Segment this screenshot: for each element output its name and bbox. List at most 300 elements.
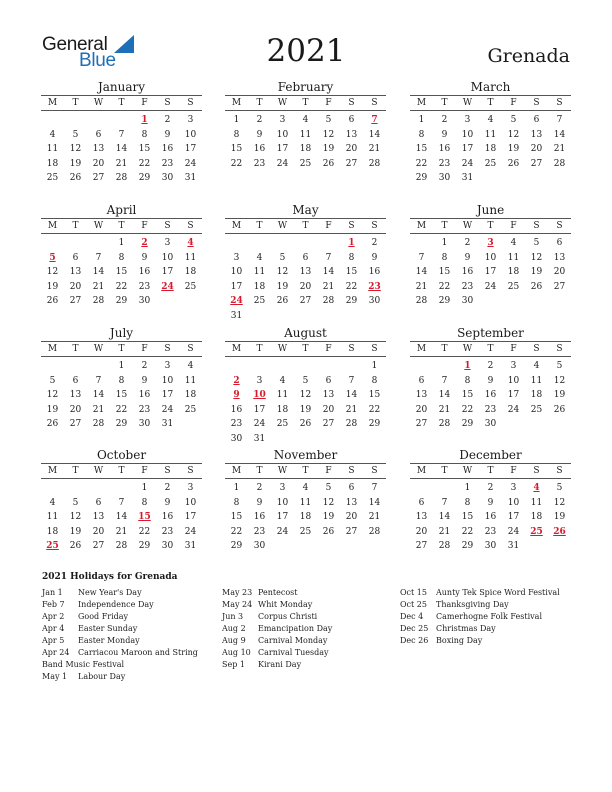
weekday-header: F (325, 98, 332, 108)
holiday-item-date: Dec 26 (400, 636, 429, 645)
holiday-item-name: Corpus Christi (258, 612, 318, 621)
holiday-date: 24 (230, 296, 243, 306)
calendar-day: 4 (302, 483, 309, 493)
calendar-day: 29 (345, 296, 358, 306)
weekday-header: F (510, 98, 517, 108)
calendar-day: 23 (484, 404, 497, 415)
calendar-day: 13 (92, 512, 105, 522)
calendar-day: 25 (299, 526, 312, 537)
holiday-date: 23 (368, 281, 381, 292)
weekday-header: T (118, 466, 125, 476)
calendar-day: 6 (556, 238, 563, 248)
calendar-day: 4 (510, 238, 517, 248)
calendar-day: 26 (507, 158, 520, 169)
weekday-header: T (256, 221, 263, 231)
calendar-day: 13 (69, 267, 82, 277)
calendar-day: 26 (322, 526, 335, 537)
calendar-day: 22 (415, 158, 428, 169)
holiday-item (400, 587, 560, 599)
calendar-day: 16 (484, 512, 497, 522)
holiday-item-name: Whit Monday (258, 600, 313, 609)
weekday-header: M (416, 221, 427, 231)
calendar-day: 11 (253, 267, 266, 277)
calendar-day: 27 (69, 419, 82, 429)
calendar-day: 7 (325, 252, 332, 263)
weekday-header: W (462, 344, 473, 354)
calendar-day: 29 (115, 296, 128, 306)
holiday-item-name: Aunty Tek Spice Word Festival (436, 588, 560, 597)
month-may (225, 202, 386, 321)
weekday-header-row (225, 95, 386, 111)
calendar-day: 20 (530, 144, 543, 154)
weekday-header-row (41, 341, 202, 357)
calendar-day: 3 (187, 115, 194, 125)
calendar-day: 18 (184, 390, 197, 400)
calendar-day: 3 (464, 115, 471, 125)
calendar-day: 1 (464, 483, 471, 493)
calendar-day: 28 (92, 296, 105, 306)
calendar-day: 5 (556, 483, 563, 493)
calendar-day: 25 (184, 404, 197, 415)
calendar-day: 18 (507, 267, 520, 277)
weekday-header: W (462, 98, 473, 108)
calendar-day: 2 (487, 361, 494, 371)
calendar-day: 26 (530, 281, 543, 292)
calendar-day: 15 (461, 512, 474, 522)
weekday-header: M (416, 344, 427, 354)
holiday-item-name: Kirani Day (258, 660, 302, 669)
holiday-item (42, 635, 198, 647)
calendar-day: 24 (461, 158, 474, 169)
calendar-day: 22 (138, 526, 151, 537)
calendar-day: 31 (507, 541, 520, 551)
calendar-day: 17 (507, 512, 520, 522)
weekday-header: T (256, 344, 263, 354)
calendar-day: 11 (507, 252, 520, 263)
weekday-header: S (556, 344, 563, 354)
calendar-day: 5 (49, 375, 56, 386)
holiday-item (222, 611, 332, 623)
holiday-item-date: Aug 2 (222, 624, 246, 633)
weekday-header: F (141, 466, 148, 476)
weekday-header: F (510, 344, 517, 354)
holiday-item (222, 623, 332, 635)
weekday-header: S (556, 98, 563, 108)
calendar-day: 2 (164, 483, 171, 493)
calendar-day: 12 (322, 497, 335, 508)
holiday-date: 3 (487, 238, 494, 248)
calendar-day: 5 (325, 115, 332, 125)
calendar-day: 18 (530, 512, 543, 522)
calendar-day: 28 (115, 541, 128, 551)
calendar-day: 10 (161, 375, 174, 386)
calendar-day: 7 (95, 375, 102, 386)
calendar-day: 12 (46, 267, 59, 277)
holiday-date: 7 (371, 115, 378, 125)
weekday-header: S (371, 98, 378, 108)
calendar-day: 21 (322, 281, 335, 292)
holiday-date: 9 (233, 390, 240, 400)
calendar-day: 27 (345, 158, 358, 169)
calendar-day: 8 (141, 129, 148, 140)
calendar-day: 17 (484, 267, 497, 277)
holiday-item (400, 623, 560, 635)
calendar-day: 22 (368, 404, 381, 415)
calendar-day: 22 (230, 526, 243, 537)
calendar-day: 21 (438, 404, 451, 415)
weekday-header: T (118, 344, 125, 354)
calendar-day: 23 (138, 404, 151, 415)
weekday-header: M (47, 98, 58, 108)
holiday-item-name: Carnival Monday (258, 636, 328, 645)
calendar-day: 19 (553, 512, 566, 522)
calendar-day: 30 (438, 173, 451, 183)
calendar-day: 24 (184, 526, 197, 537)
holiday-item-name: Easter Monday (78, 636, 140, 645)
holiday-item-date: Sep 1 (222, 660, 245, 669)
calendar-day: 18 (276, 404, 289, 415)
calendar-day: 8 (348, 252, 355, 263)
calendar-day: 19 (322, 512, 335, 522)
holiday-item-date: Apr 5 (42, 636, 65, 645)
calendar-day: 7 (441, 497, 448, 508)
weekday-header: M (231, 98, 242, 108)
calendar-day: 17 (276, 512, 289, 522)
calendar-day: 14 (322, 267, 335, 277)
weekday-header-row (41, 463, 202, 479)
calendar-day: 13 (69, 390, 82, 400)
calendar-day: 6 (95, 497, 102, 508)
calendar-day: 12 (69, 512, 82, 522)
calendar-day: 20 (322, 404, 335, 415)
holiday-item-name: Good Friday (78, 612, 129, 621)
calendar-day: 21 (368, 512, 381, 522)
weekday-header: S (371, 344, 378, 354)
holiday-date: 25 (46, 541, 59, 551)
calendar-day: 21 (115, 158, 128, 169)
calendar-day: 12 (276, 267, 289, 277)
weekday-header: F (325, 221, 332, 231)
calendar-day: 14 (345, 390, 358, 400)
calendar-day: 8 (118, 375, 125, 386)
calendar-day: 10 (484, 252, 497, 263)
calendar-day: 7 (118, 497, 125, 508)
calendar-day: 18 (46, 158, 59, 169)
calendar-day: 23 (161, 526, 174, 537)
calendar-day: 11 (46, 144, 59, 154)
holiday-item-name: Camerhogne Folk Festival (436, 612, 543, 621)
holiday-list-title: 2021 Holidays for Grenada (42, 572, 178, 582)
weekday-header: M (47, 221, 58, 231)
month-title: September (457, 326, 524, 340)
calendar-day: 21 (92, 404, 105, 415)
calendar-day: 26 (299, 419, 312, 429)
holiday-item-date: Feb 7 (42, 600, 65, 609)
holiday-item-date: May 1 (42, 672, 68, 681)
calendar-day: 20 (415, 404, 428, 415)
calendar-day: 17 (507, 390, 520, 400)
calendar-day: 19 (553, 390, 566, 400)
calendar-day: 1 (141, 483, 148, 493)
weekday-header: W (93, 466, 104, 476)
calendar-day: 10 (161, 252, 174, 263)
calendar-day: 3 (510, 361, 517, 371)
calendar-day: 16 (161, 144, 174, 154)
calendar-day: 29 (461, 419, 474, 429)
weekday-header: S (164, 344, 171, 354)
calendar-day: 30 (484, 419, 497, 429)
calendar-day: 15 (230, 144, 243, 154)
calendar-day: 9 (164, 497, 171, 508)
calendar-day: 18 (299, 144, 312, 154)
calendar-day: 10 (184, 129, 197, 140)
calendar-day: 27 (345, 526, 358, 537)
calendar-day: 17 (230, 281, 243, 292)
calendar-day: 10 (507, 497, 520, 508)
calendar-day: 24 (253, 419, 266, 429)
calendar-day: 7 (348, 375, 355, 386)
calendar-day: 3 (510, 483, 517, 493)
weekday-header: W (277, 98, 288, 108)
calendar-day: 16 (253, 144, 266, 154)
weekday-header: T (256, 98, 263, 108)
calendar-day: 15 (345, 267, 358, 277)
weekday-header: S (348, 466, 355, 476)
holiday-item-name: Band Music Festival (42, 660, 125, 669)
calendar-day: 20 (345, 512, 358, 522)
holiday-item-date: May 23 (222, 588, 253, 597)
calendar-day: 7 (371, 483, 378, 493)
calendar-day: 11 (299, 497, 312, 508)
calendar-day: 7 (441, 375, 448, 386)
calendar-day: 8 (464, 497, 471, 508)
calendar-day: 7 (118, 129, 125, 140)
calendar-day: 5 (279, 252, 286, 263)
calendar-day: 1 (233, 483, 240, 493)
holiday-item-name: Thanksgiving Day (436, 600, 509, 609)
calendar-day: 31 (461, 173, 474, 183)
calendar-day: 16 (253, 512, 266, 522)
weekday-header: M (231, 221, 242, 231)
month-february (225, 79, 386, 169)
calendar-day: 27 (92, 173, 105, 183)
calendar-day: 16 (230, 404, 243, 415)
holiday-item-date: May 24 (222, 600, 253, 609)
calendar-day: 8 (233, 497, 240, 508)
calendar-day: 6 (72, 375, 79, 386)
weekday-header: S (164, 221, 171, 231)
weekday-header: M (231, 466, 242, 476)
calendar-day: 13 (530, 129, 543, 140)
holiday-column (400, 587, 560, 647)
calendar-day: 21 (345, 404, 358, 415)
holiday-date: 4 (533, 483, 540, 493)
holiday-item (42, 671, 198, 683)
calendar-day: 9 (487, 375, 494, 386)
logo-word-general: General (42, 34, 108, 55)
weekday-header: W (462, 221, 473, 231)
holiday-item (222, 599, 332, 611)
calendar-day: 20 (553, 267, 566, 277)
calendar-day: 27 (299, 296, 312, 306)
calendar-day: 11 (46, 512, 59, 522)
calendar-day: 17 (253, 404, 266, 415)
holiday-item (400, 611, 560, 623)
month-title: January (97, 80, 146, 94)
weekday-header: T (302, 221, 309, 231)
calendar-day: 17 (161, 390, 174, 400)
calendar-day: 24 (507, 526, 520, 537)
calendar-day: 17 (461, 144, 474, 154)
weekday-header-row (225, 218, 386, 234)
calendar-day: 30 (230, 433, 243, 444)
calendar-day: 3 (164, 361, 171, 371)
holiday-item-date: Oct 25 (400, 600, 427, 609)
holiday-item-name: Independence Day (78, 600, 154, 609)
calendar-day: 2 (487, 483, 494, 493)
calendar-day: 4 (49, 129, 56, 140)
calendar-day: 8 (141, 497, 148, 508)
calendar-day: 31 (230, 310, 243, 321)
holiday-item-name: Carnival Tuesday (258, 648, 329, 657)
weekday-header: T (441, 466, 448, 476)
calendar-day: 25 (507, 281, 520, 292)
calendar-day: 14 (438, 512, 451, 522)
month-july (41, 325, 202, 429)
holiday-item (42, 611, 198, 623)
holiday-date: 4 (187, 238, 194, 248)
weekday-header-row (41, 95, 202, 111)
calendar-day: 10 (461, 129, 474, 140)
calendar-day: 21 (368, 144, 381, 154)
calendar-day: 15 (368, 390, 381, 400)
calendar-day: 11 (530, 497, 543, 508)
calendar-day: 2 (441, 115, 448, 125)
month-march (410, 79, 571, 183)
calendar-day: 13 (92, 144, 105, 154)
weekday-header: S (556, 221, 563, 231)
weekday-header: T (256, 466, 263, 476)
weekday-header: T (302, 466, 309, 476)
calendar-day: 5 (556, 361, 563, 371)
calendar-day: 16 (138, 390, 151, 400)
calendar-day: 5 (533, 238, 540, 248)
calendar-day: 29 (368, 419, 381, 429)
holiday-item (42, 659, 198, 671)
weekday-header: W (462, 466, 473, 476)
calendar-day: 16 (484, 390, 497, 400)
calendar-day: 21 (553, 144, 566, 154)
weekday-header: S (556, 466, 563, 476)
calendar-day: 10 (276, 497, 289, 508)
calendar-day: 2 (256, 115, 263, 125)
calendar-day: 29 (230, 541, 243, 551)
calendar-day: 15 (138, 144, 151, 154)
calendar-day: 24 (484, 281, 497, 292)
calendar-day: 17 (276, 144, 289, 154)
weekday-header: T (72, 98, 79, 108)
holiday-item (42, 587, 198, 599)
weekday-header: M (47, 344, 58, 354)
holiday-date: 1 (464, 361, 471, 371)
calendar-day: 3 (164, 238, 171, 248)
calendar-day: 8 (441, 252, 448, 263)
weekday-header-row (225, 341, 386, 357)
weekday-header: M (47, 466, 58, 476)
holiday-item (222, 587, 332, 599)
calendar-day: 6 (95, 129, 102, 140)
calendar-day: 1 (233, 115, 240, 125)
weekday-header: W (93, 344, 104, 354)
calendar-day: 24 (507, 404, 520, 415)
month-title: July (109, 326, 134, 340)
calendar-day: 31 (253, 433, 266, 444)
holiday-item-date: Apr 4 (42, 624, 65, 633)
calendar-day: 12 (507, 129, 520, 140)
weekday-header: S (187, 466, 194, 476)
calendar-day: 17 (184, 512, 197, 522)
holiday-column (222, 587, 332, 671)
calendar-day: 12 (322, 129, 335, 140)
holiday-item-name: Pentecost (258, 588, 298, 597)
weekday-header-row (41, 218, 202, 234)
calendar-day: 28 (438, 541, 451, 551)
calendar-day: 27 (415, 541, 428, 551)
calendar-day: 13 (299, 267, 312, 277)
weekday-header: S (164, 466, 171, 476)
calendar-day: 14 (115, 512, 128, 522)
calendar-day: 15 (438, 267, 451, 277)
calendar-day: 9 (141, 252, 148, 263)
calendar-day: 21 (415, 281, 428, 292)
calendar-day: 20 (415, 526, 428, 537)
month-title: February (277, 80, 334, 94)
calendar-day: 30 (138, 419, 151, 429)
calendar-day: 28 (115, 173, 128, 183)
weekday-header: S (533, 466, 540, 476)
calendar-day: 24 (276, 526, 289, 537)
calendar-day: 6 (418, 497, 425, 508)
holiday-item (222, 647, 332, 659)
holiday-date: 26 (553, 526, 566, 537)
month-january (41, 79, 202, 183)
calendar-day: 10 (276, 129, 289, 140)
weekday-header: S (164, 98, 171, 108)
weekday-header: W (277, 466, 288, 476)
calendar-day: 20 (345, 144, 358, 154)
calendar-day: 5 (302, 375, 309, 386)
calendar-day: 2 (256, 483, 263, 493)
calendar-day: 11 (299, 129, 312, 140)
calendar-day: 22 (115, 404, 128, 415)
calendar-day: 19 (299, 404, 312, 415)
calendar-day: 14 (92, 267, 105, 277)
calendar-day: 26 (46, 419, 59, 429)
holiday-list (42, 572, 582, 681)
weekday-header: W (93, 98, 104, 108)
calendar-day: 28 (368, 526, 381, 537)
calendar-day: 29 (438, 296, 451, 306)
calendar-day: 7 (418, 252, 425, 263)
month-august (225, 325, 386, 444)
calendar-day: 24 (184, 158, 197, 169)
weekday-header: T (72, 344, 79, 354)
logo-word-blue: Blue (79, 50, 116, 71)
weekday-header: T (487, 466, 494, 476)
month-april (41, 202, 202, 306)
calendar-day: 14 (415, 267, 428, 277)
calendar-day: 23 (161, 158, 174, 169)
